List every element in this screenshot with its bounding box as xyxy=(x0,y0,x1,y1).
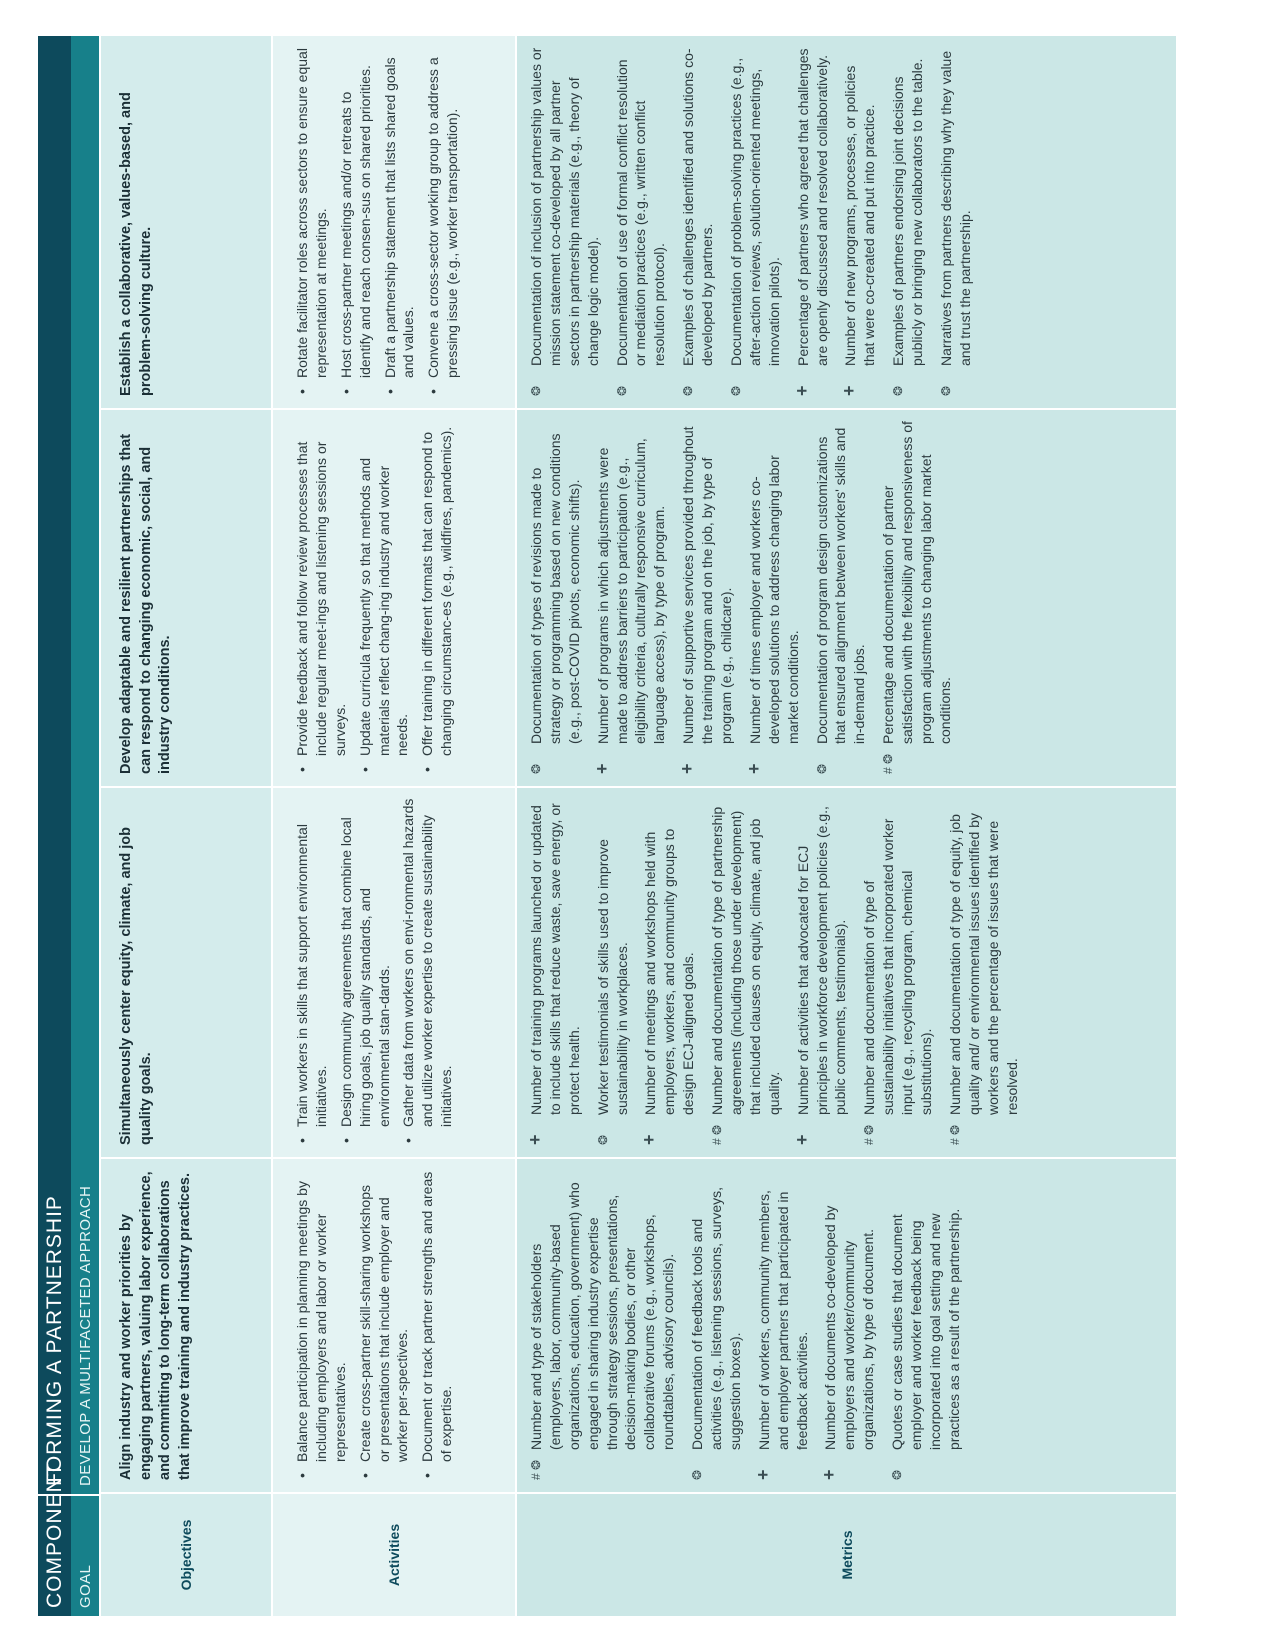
activities-cell xyxy=(273,408,515,786)
metric-text: Number of times employer and workers co-developed solutions to address changing labor market conditions. xyxy=(746,455,801,744)
metric-text: Examples of challenges identified and solutions co-developed by partners. xyxy=(680,48,716,366)
metric-type-icon: # ❂ xyxy=(529,1459,543,1480)
metric-type-icon: ❂ xyxy=(890,1469,905,1480)
metrics-cell xyxy=(517,34,1176,408)
metric-text: Worker testimonials of skills used to improve sustainability in workplaces. xyxy=(594,839,630,1115)
metric-item xyxy=(613,44,670,396)
goal-title: DEVELOP A MULTIFACETED APPROACH xyxy=(76,1185,94,1486)
metric-type-icon: ❂ xyxy=(595,1134,610,1145)
metrics-cell xyxy=(517,786,1176,1157)
metric-type-icon: # ❂ xyxy=(947,1124,962,1145)
metric-item xyxy=(791,44,832,396)
activity-item: • Convene a cross-sector working group to address a pressing issue (e.g., worker transportation). xyxy=(424,44,462,396)
metric-item xyxy=(679,44,717,396)
activity-item: • Design community agreements that combine local hiring goals, job quality standards, and environmental stan-dards. xyxy=(337,798,394,1145)
goal-label: GOAL xyxy=(71,1494,99,1616)
metric-item xyxy=(688,1169,745,1480)
metric-type-icon: # ❂ xyxy=(862,1124,877,1145)
metric-text: Documentation of types of revisions made to strategy or programming based on new conditions (e.g., post-COVID pivots, economic shifts). xyxy=(528,433,582,744)
activity-item: • Offer training in different formats that can respond to changing circumstanc-es (e.g., wildfires, pandemics). xyxy=(418,420,456,774)
metric-text: Documentation of use of formal conflict resolution or mediation practices (e.g., written conflict resolution protocol). xyxy=(613,59,668,366)
activity-item: • Create cross-partner skill-sharing workshops or presentations that include employer and worker per-spectives. xyxy=(356,1169,413,1480)
activities-cell xyxy=(273,1157,515,1492)
metric-item xyxy=(527,798,584,1145)
metric-text: Number and type of stakeholders (employers, labor, community-based organizations, education, government) who engaged in sharing industry expertise through strategy sessions, presentations, decision-making bodies, or other collaborative forums (e.g., workshops, roundtables, advisory councils). xyxy=(528,1182,677,1450)
metric-type-icon: ❂ xyxy=(529,763,543,774)
component-title: FORMING A PARTNERSHIP xyxy=(42,1195,66,1486)
metric-text: Number of supportive services provided throughout the training program and on the job, by type of program (e.g., childcare). xyxy=(680,426,735,744)
metric-type-icon: + xyxy=(591,763,612,774)
metric-type-icon: ❂ xyxy=(529,385,543,396)
activity-item: • Train workers in skills that support environmental initiatives. xyxy=(293,798,331,1145)
metric-item xyxy=(813,420,870,774)
metric-text: Examples of partners endorsing joint decisions publicly or bringing new collaborators to the table. xyxy=(890,58,926,366)
activity-item: • Provide feedback and follow review processes that include regular meet-ings and listening sessions or surveys. xyxy=(293,420,350,774)
metric-type-icon: ❂ xyxy=(939,385,954,396)
metric-type-icon: + xyxy=(743,763,764,774)
metric-item xyxy=(641,798,698,1145)
metric-type-icon: ❂ xyxy=(729,385,744,396)
metric-item xyxy=(889,44,927,396)
metric-item xyxy=(591,420,670,774)
metric-type-icon: ❂ xyxy=(614,385,629,396)
metric-text: Percentage of partners who agreed that challenges are openly discussed and resolved collaboratively. xyxy=(794,48,830,366)
objective-cell: Align industry and worker priorities by engaging partners, valuing labor experience, and committing to long-term collaborations that improve training and industry practices. xyxy=(101,1157,271,1492)
metric-text: Documentation of program design customizations that ensured alignment between workers' skills and in-demand jobs. xyxy=(813,427,868,744)
activity-item: • Document or track partner strengths and areas of expertise. xyxy=(418,1169,456,1480)
objective-cell: Establish a collaborative, values-based, and problem-solving culture. xyxy=(118,92,154,396)
metric-text: Number of activities that advocated for ECJ principles in workforce development policies (e.g., public comments, testimonials). xyxy=(794,806,849,1115)
metric-item xyxy=(743,420,803,774)
metric-text: Number of workers, community members, and employer partners that participated in feedback activities. xyxy=(755,1190,810,1450)
metric-item xyxy=(937,44,975,396)
activity-item: • Balance participation in planning meetings by including employers and labor or worker representatives. xyxy=(293,1169,350,1480)
metric-text: Number of training programs launched or updated to include skills that reduce waste, save energy, or protect health. xyxy=(528,803,582,1115)
metrics-cell xyxy=(517,408,1176,786)
metric-item xyxy=(860,798,936,1145)
metric-item xyxy=(752,1169,812,1480)
metric-text: Documentation of feedback tools and activities (e.g., listening sessions, surveys, suggestion boxes). xyxy=(689,1187,743,1450)
metric-type-icon: + xyxy=(819,1469,840,1480)
activity-item: • Host cross-partner meetings and/or retreats to identify and reach consen-sus on shared priorities. xyxy=(337,44,375,396)
activity-item: • Gather data from workers on envi-ronmental hazards and utilize worker expertise to create sustainability initiatives. xyxy=(399,798,456,1145)
metric-text: Number and documentation of type of sustainability initiatives that incorporated worker input (e.g., recycling program, chemical substitutions). xyxy=(861,818,935,1115)
goal-header xyxy=(71,36,99,1616)
activities-row xyxy=(271,36,515,1616)
metric-item xyxy=(594,798,632,1145)
metric-text: Number of new programs, processes, or policies that were co-created and put into practice. xyxy=(842,65,878,366)
metric-item xyxy=(727,44,784,396)
metric-item xyxy=(841,44,879,396)
rotated-table xyxy=(38,36,1140,1616)
activity-item: • Update curricula frequently so that methods and materials reflect chang-ing industry and worker needs. xyxy=(356,420,413,774)
metric-text: Number and documentation of type of equity, job quality and/ or environmental issues identified by workers and the percentage of issues that were resolved. xyxy=(946,813,1020,1115)
metric-item xyxy=(888,1169,964,1480)
metric-text: Quotes or case studies that document employer and worker feedback being incorporated into goal setting and new practices as a result of the partnership. xyxy=(889,1208,962,1450)
metric-text: Number and documentation of type of partnership agreements (including those under development) that included clauses on equity, climate, and job quality. xyxy=(709,806,782,1115)
metrics-label: Metrics xyxy=(517,1492,1176,1616)
metric-type-icon: + xyxy=(791,385,812,396)
metric-text: Number of programs in which adjustments were made to address barriers to participation (e.g., eligibility criteria, culturally responsive curriculum, language access), by type of program. xyxy=(594,438,668,744)
metric-type-icon: + xyxy=(525,1134,545,1145)
metric-item xyxy=(527,1169,678,1480)
metric-type-icon: + xyxy=(677,763,698,774)
activity-item: • Rotate facilitator roles across sectors to ensure equal representation at meetings. xyxy=(293,44,331,396)
metric-item xyxy=(821,1169,878,1480)
metrics-cell xyxy=(517,1157,1176,1492)
activities-cell xyxy=(273,786,515,1157)
objective-cell: Simultaneously center equity, climate, and job quality goals. xyxy=(101,786,271,1157)
component-header xyxy=(38,36,71,1616)
metric-type-icon: ❂ xyxy=(891,385,906,396)
objective-cell: Develop adaptable and resilient partnerships that can respond to changing economic, social, and industry conditions. xyxy=(101,408,271,786)
metric-type-icon: ❂ xyxy=(814,763,829,774)
metric-item xyxy=(679,420,736,774)
metric-item xyxy=(791,798,851,1145)
metrics-row xyxy=(515,36,1176,1616)
metric-text: Percentage and documentation of partner satisfaction with the flexibility and responsiveness of program adjustments to changing labor market conditions. xyxy=(880,421,953,744)
metric-item xyxy=(527,44,603,396)
metric-text: Documentation of problem-solving practices (e.g., after-action reviews, solution-oriented meetings, innovation pilots). xyxy=(728,57,782,366)
metric-item xyxy=(946,798,1022,1145)
activity-item: • Draft a partnership statement that lists shared goals and values. xyxy=(381,44,419,396)
metric-type-icon: ❂ xyxy=(690,1469,705,1480)
metric-type-icon: + xyxy=(839,385,860,396)
metric-text: Number of documents co-developed by employers and worker/community organizations, by type of document. xyxy=(822,1205,877,1450)
metric-text: Number of meetings and workshops held with employers, workers, and community groups to design ECJ-aligned goals. xyxy=(642,828,697,1115)
activities-cell xyxy=(273,34,515,408)
metric-type-icon: + xyxy=(752,1469,773,1480)
objectives-label: Objectives xyxy=(101,1492,271,1616)
activities-label: Activities xyxy=(273,1492,515,1616)
metric-item xyxy=(708,798,784,1145)
metric-type-icon: # ❂ xyxy=(881,753,896,774)
metric-item xyxy=(527,420,584,774)
metric-type-icon: ❂ xyxy=(681,385,696,396)
metric-type-icon: # ❂ xyxy=(710,1124,725,1145)
metric-type-icon: + xyxy=(791,1134,812,1145)
metric-text: Documentation of inclusion of partnership values or mission statement co-developed by all partner sectors in partnership materials (e.g., theory of change logic model). xyxy=(528,47,601,366)
component-label: COMPONENT xyxy=(38,1494,71,1616)
metric-item xyxy=(879,420,955,774)
metric-type-icon: + xyxy=(639,1134,660,1145)
metric-text: Narratives from partners describing why they value and trust the partnership. xyxy=(938,50,973,366)
objectives-row xyxy=(99,36,271,1616)
